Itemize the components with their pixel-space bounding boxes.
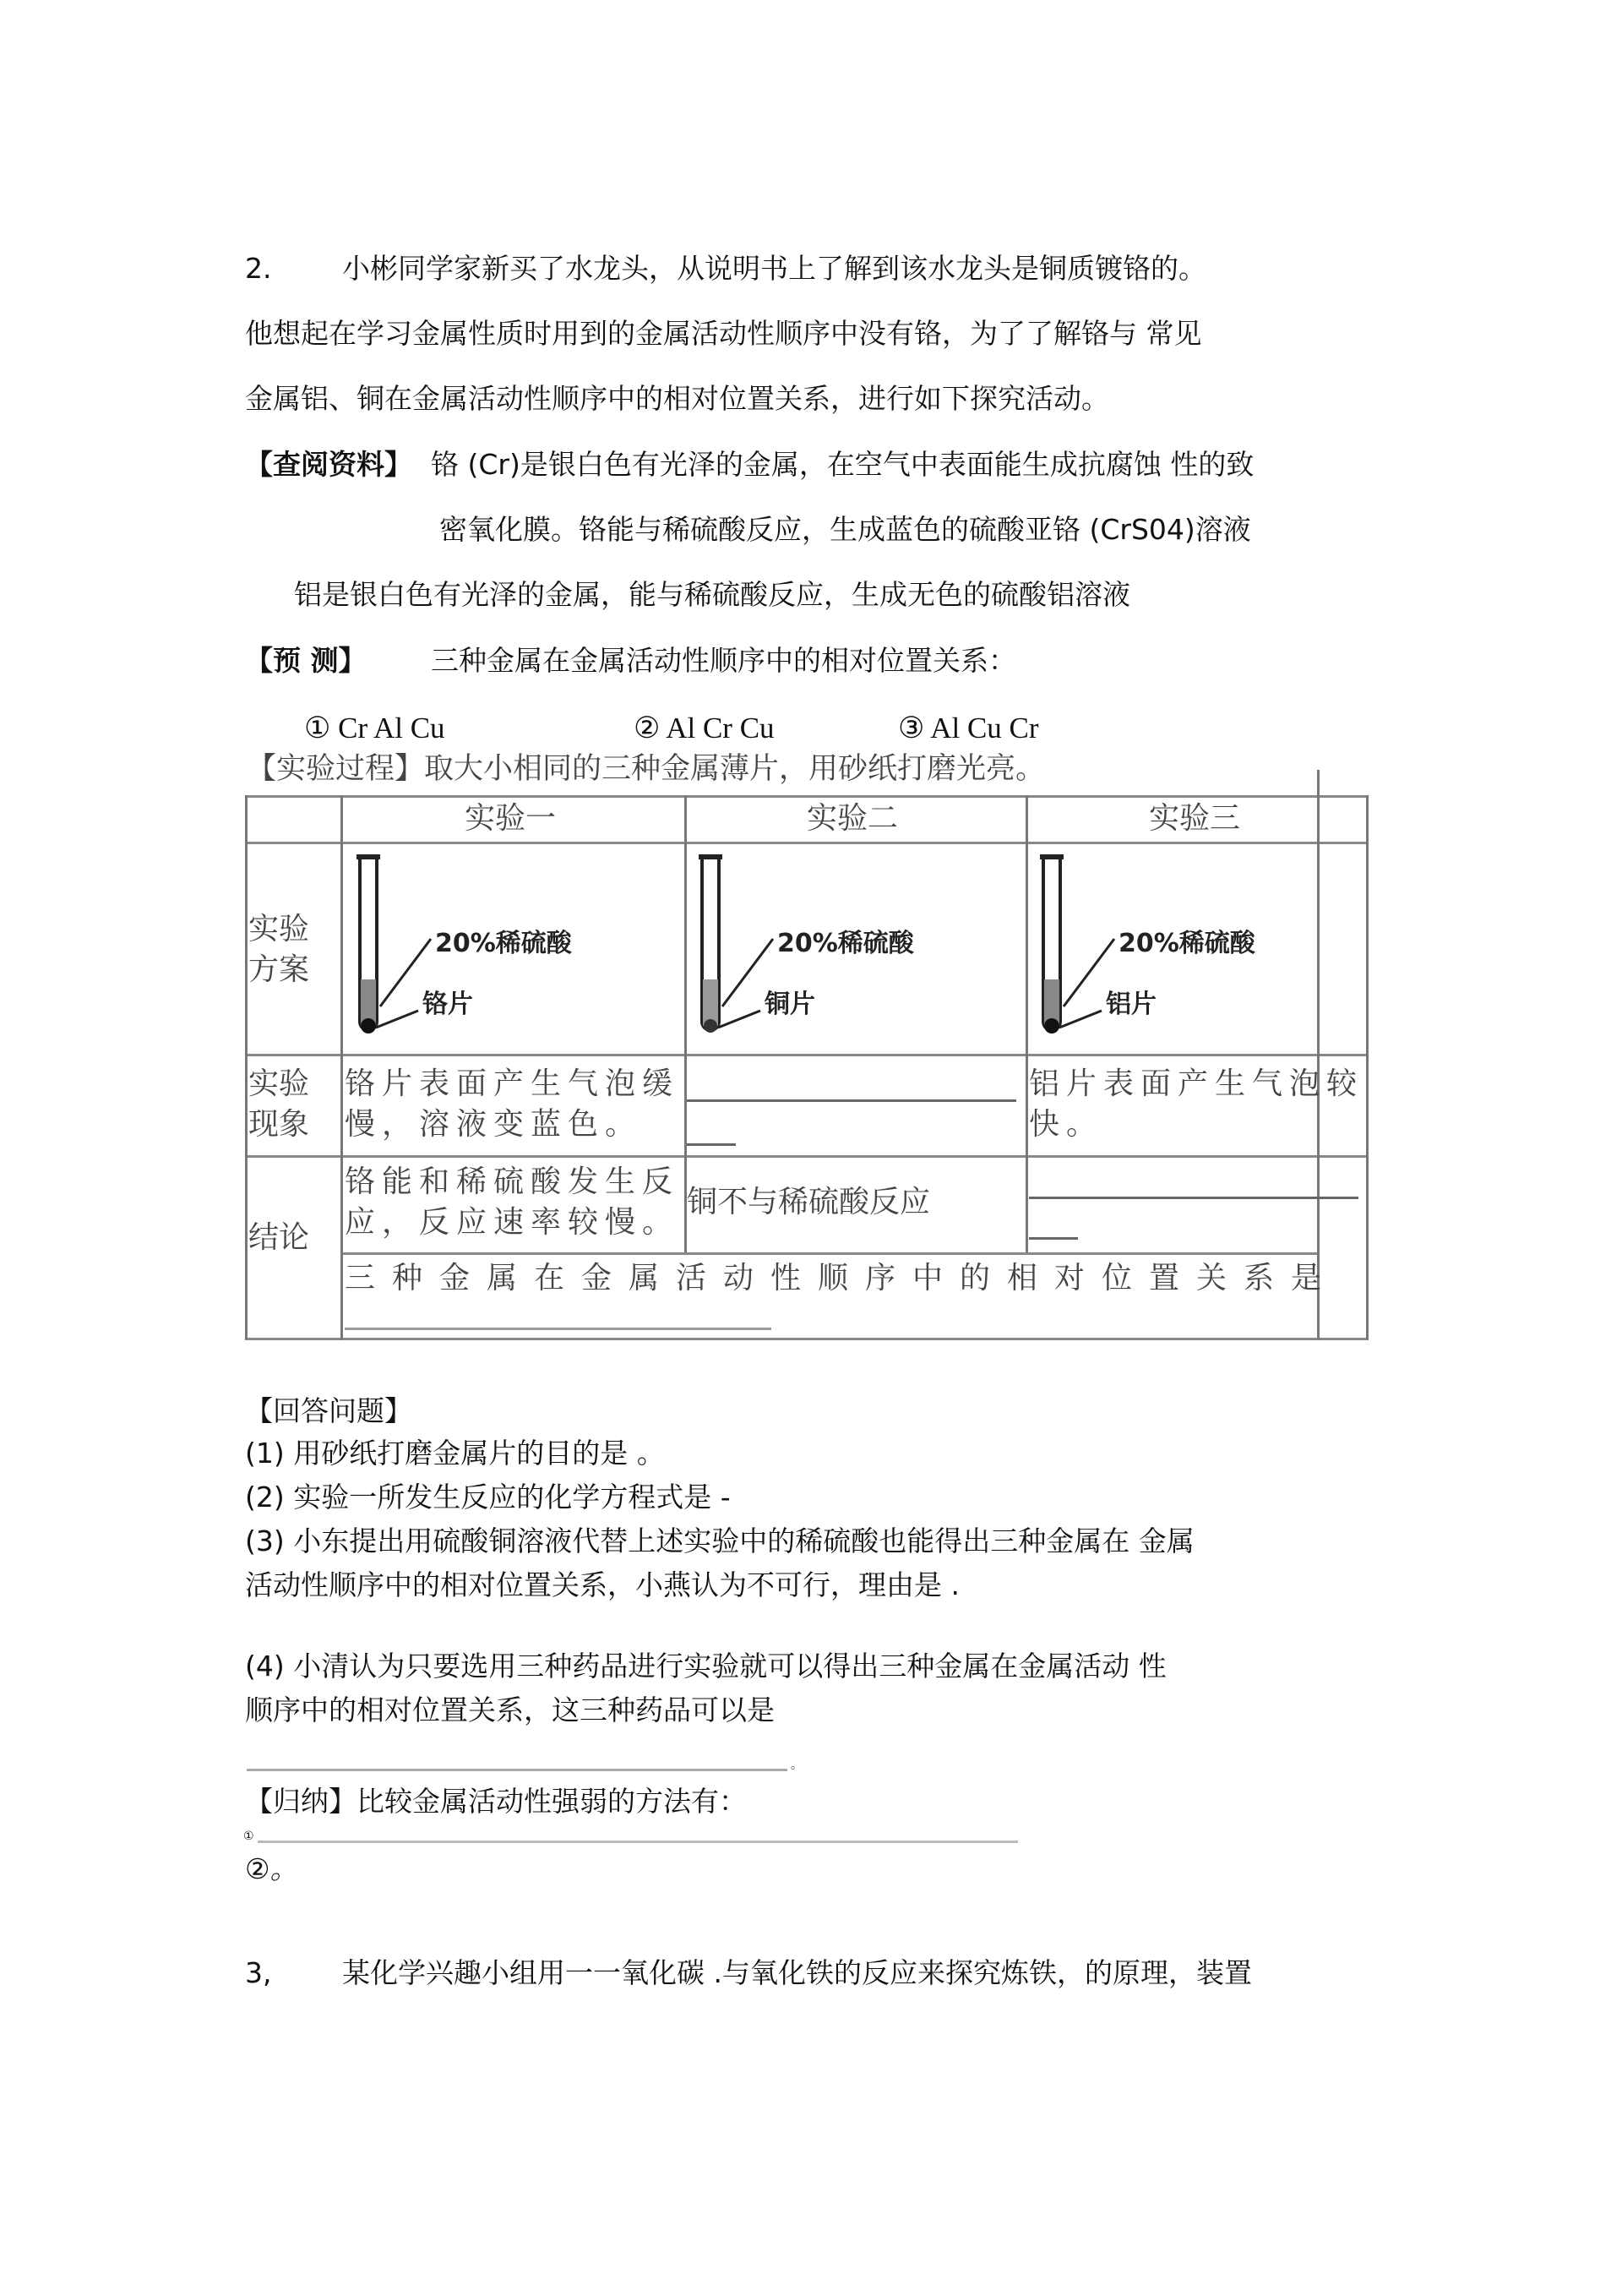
option: ① Cr Al Cu <box>304 712 445 744</box>
paragraph-line: 他想起在学习金属性质时用到的金属活动性顺序中没有铬，为了了解铬与 常见 <box>245 317 1202 350</box>
row-label-conclusion: 结论 <box>248 1220 310 1255</box>
phenomenon-exp3: 铝片表面产生气泡较快。 <box>1029 1066 1364 1142</box>
summary-text: 三种金属在金属活动性顺序中的相对位置关系是 <box>345 1261 1339 1295</box>
section-title: 【回答问题】 <box>245 1394 412 1427</box>
header-exp2: 实验二 <box>807 801 899 836</box>
question-number: 2. <box>245 252 272 285</box>
method-1-label: ① <box>243 1830 254 1843</box>
paragraph-line: 金属铝、铜在金属活动性顺序中的相对位置关系，进行如下探究活动。 <box>245 382 1109 415</box>
answer-blank[interactable] <box>1029 1197 1358 1199</box>
experiment-table <box>245 795 1369 1339</box>
option: ② Al Cr Cu <box>634 712 775 744</box>
paragraph-line: 小彬同学家新买了水龙头，从说明书上了解到该水龙头是铜质镀铬的。 <box>342 252 1206 285</box>
question-item: 活动性顺序中的相对位置关系，小燕认为不可行，理由是 . <box>245 1568 960 1601</box>
header-exp3: 实验三 <box>1149 801 1241 836</box>
question-item: (3) 小东提出用硫酸铜溶液代替上述实验中的稀硫酸也能得出三种金属在 金属 <box>245 1524 1195 1557</box>
answer-blank[interactable] <box>687 1143 736 1146</box>
process-text: 【实验过程】取大小相同的三种金属薄片，用砂纸打磨光亮。 <box>247 752 1046 786</box>
header-exp1: 实验一 <box>465 801 557 836</box>
option: ③ Al Cu Cr <box>898 712 1039 744</box>
answer-blank[interactable] <box>345 1328 771 1330</box>
metal-label: 铜片 <box>765 990 815 1019</box>
question-item: 顺序中的相对位置关系，这三种药品可以是 <box>245 1693 775 1726</box>
row-label-scheme: 实验方案 <box>248 912 310 987</box>
info-line: 铝是银白色有光泽的金属，能与稀硫酸反应，生成无色的硫酸铝溶液 <box>294 578 1130 611</box>
method-2-label: ②。 <box>245 1852 298 1885</box>
conclusion-exp2: 铜不与稀硫酸反应 <box>687 1185 931 1219</box>
metal-label: 铬片 <box>422 990 473 1019</box>
info-line: 密氧化膜。铬能与稀硫酸反应，生成蓝色的硫酸亚铬 (CrS04)溶液 <box>439 513 1251 546</box>
answer-blank[interactable] <box>247 1769 787 1771</box>
answer-blank[interactable] <box>687 1099 1016 1102</box>
row-label-phenomena: 实验现象 <box>248 1066 310 1142</box>
question-item: (4) 小清认为只要选用三种药品进行实验就可以得出三种金属在金属活动 性 <box>245 1650 1167 1682</box>
acid-label: 20%稀硫酸 <box>435 929 572 958</box>
summary-label: 【归纳】比较金属活动性强弱的方法有： <box>245 1785 747 1818</box>
answer-blank[interactable] <box>258 1841 1018 1843</box>
phenomenon-exp1: 铬片表面产生气泡缓慢，溶液变蓝色。 <box>345 1066 680 1142</box>
question-item: (2) 实验一所发生反应的化学方程式是 - <box>245 1481 731 1513</box>
paragraph-line: 某化学兴趣小组用一一氧化碳 .与氧化铁的反应来探究炼铁，的原理，装置 <box>342 1956 1252 1989</box>
period: 。 <box>791 1759 803 1772</box>
predict-text: 三种金属在金属活动性顺序中的相对位置关系： <box>431 644 1016 677</box>
acid-label: 20%稀硫酸 <box>1119 929 1255 958</box>
info-label: 【查阅资料】 <box>245 448 412 481</box>
answer-blank[interactable] <box>1029 1237 1078 1240</box>
predict-label: 【预 测】 <box>245 644 367 677</box>
metal-label: 铝片 <box>1106 990 1157 1019</box>
question-number: 3, <box>245 1956 272 1989</box>
acid-label: 20%稀硫酸 <box>777 929 914 958</box>
question-item: (1) 用砂纸打磨金属片的目的是 。 <box>245 1437 665 1470</box>
info-line: 铬 (Cr)是银白色有光泽的金属，在空气中表面能生成抗腐蚀 性的致 <box>431 448 1255 481</box>
conclusion-exp1: 铬能和稀硫酸发生反应，反应速率较慢。 <box>345 1164 680 1240</box>
